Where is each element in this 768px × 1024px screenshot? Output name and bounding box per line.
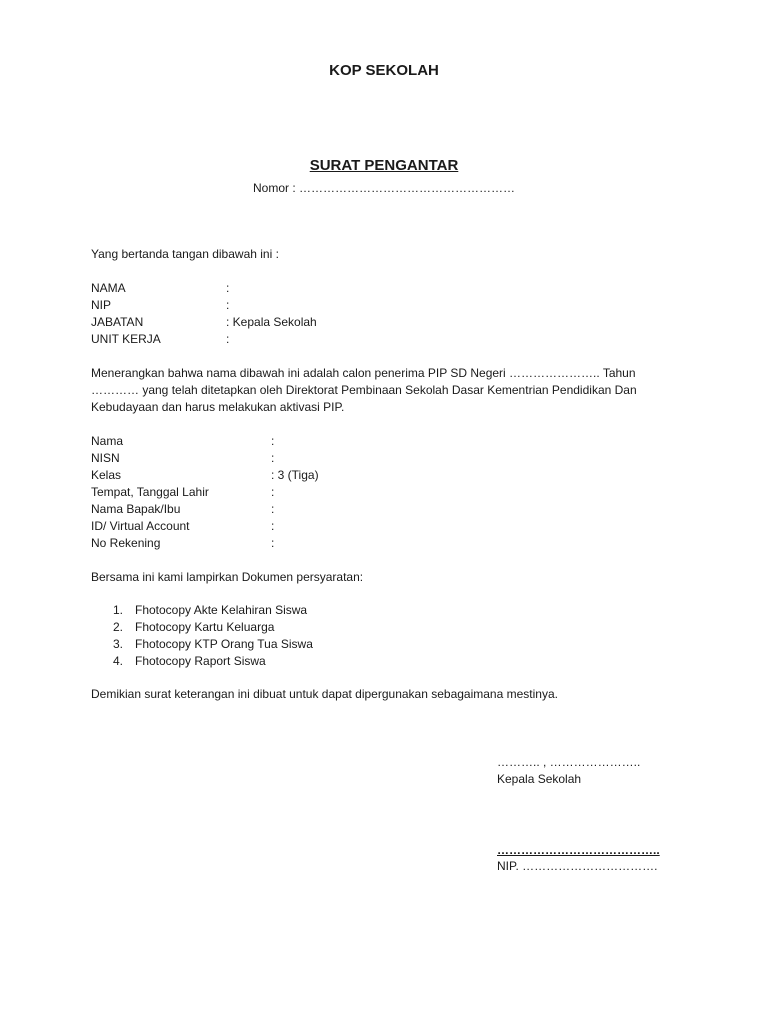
signature-nip: NIP. …………………………….	[497, 859, 658, 873]
list-item-number: 1.	[113, 603, 124, 617]
list-item: Fhotocopy Kartu Keluarga	[135, 620, 275, 634]
student-field-label: Kelas	[91, 468, 122, 482]
list-item-number: 4.	[113, 654, 124, 668]
list-item: Fhotocopy Akte Kelahiran Siswa	[135, 603, 308, 617]
signature-name-line: …………………………………..	[497, 843, 660, 857]
list-item: Fhotocopy Raport Siswa	[135, 654, 266, 668]
list-item: Fhotocopy KTP Orang Tua Siswa	[135, 637, 313, 651]
student-field-value: :	[271, 434, 275, 448]
signer-field-label: NAMA	[91, 281, 126, 295]
student-field-value: :	[271, 536, 275, 550]
list-item-number: 2.	[113, 620, 124, 634]
student-field-label: Nama Bapak/Ibu	[91, 502, 181, 516]
signer-field-label: NIP	[91, 298, 112, 312]
student-field-value: :	[271, 485, 275, 499]
signature-place-date: ……….. , …………………..	[497, 755, 641, 769]
student-field-label: Nama	[91, 434, 124, 448]
signature-role: Kepala Sekolah	[497, 772, 582, 786]
signer-field-value: : Kepala Sekolah	[226, 315, 317, 329]
statement-line: ………… yang telah ditetapkan oleh Direktorat Pembinaan Sekolah Dasar Kementrian Pendidikan Dan	[91, 383, 637, 397]
student-field-label: ID/ Virtual Account	[91, 519, 190, 533]
student-field-value: : 3 (Tiga)	[271, 468, 319, 482]
signer-field-value: :	[226, 298, 230, 312]
letter-number: Nomor : ………………………………………………	[252, 181, 515, 195]
attachments-intro: Bersama ini kami lampirkan Dokumen persyaratan:	[91, 570, 364, 584]
student-field-value: :	[271, 451, 275, 465]
student-field-value: :	[271, 519, 275, 533]
statement-line: Kebudayaan dan harus melakukan aktivasi PIP.	[91, 400, 345, 414]
school-letterhead: KOP SEKOLAH	[329, 62, 439, 79]
closing-text: Demikian surat keterangan ini dibuat untuk dapat dipergunakan sebagaimana mestinya.	[91, 687, 558, 701]
statement-line: Menerangkan bahwa nama dibawah ini adalah calon penerima PIP SD Negeri ………………….. Tahun	[91, 366, 636, 380]
letter-title: SURAT PENGANTAR	[309, 157, 459, 174]
signer-field-value: :	[226, 332, 230, 346]
signer-field-value: :	[226, 281, 230, 295]
list-item-number: 3.	[113, 637, 124, 651]
student-field-label: Tempat, Tanggal Lahir	[91, 485, 209, 499]
student-field-label: NISN	[91, 451, 120, 465]
signer-field-label: UNIT KERJA	[91, 332, 161, 346]
student-field-label: No Rekening	[91, 536, 161, 550]
intro-text: Yang bertanda tangan dibawah ini :	[91, 247, 279, 261]
student-field-value: :	[271, 502, 275, 516]
signer-field-label: JABATAN	[91, 315, 144, 329]
